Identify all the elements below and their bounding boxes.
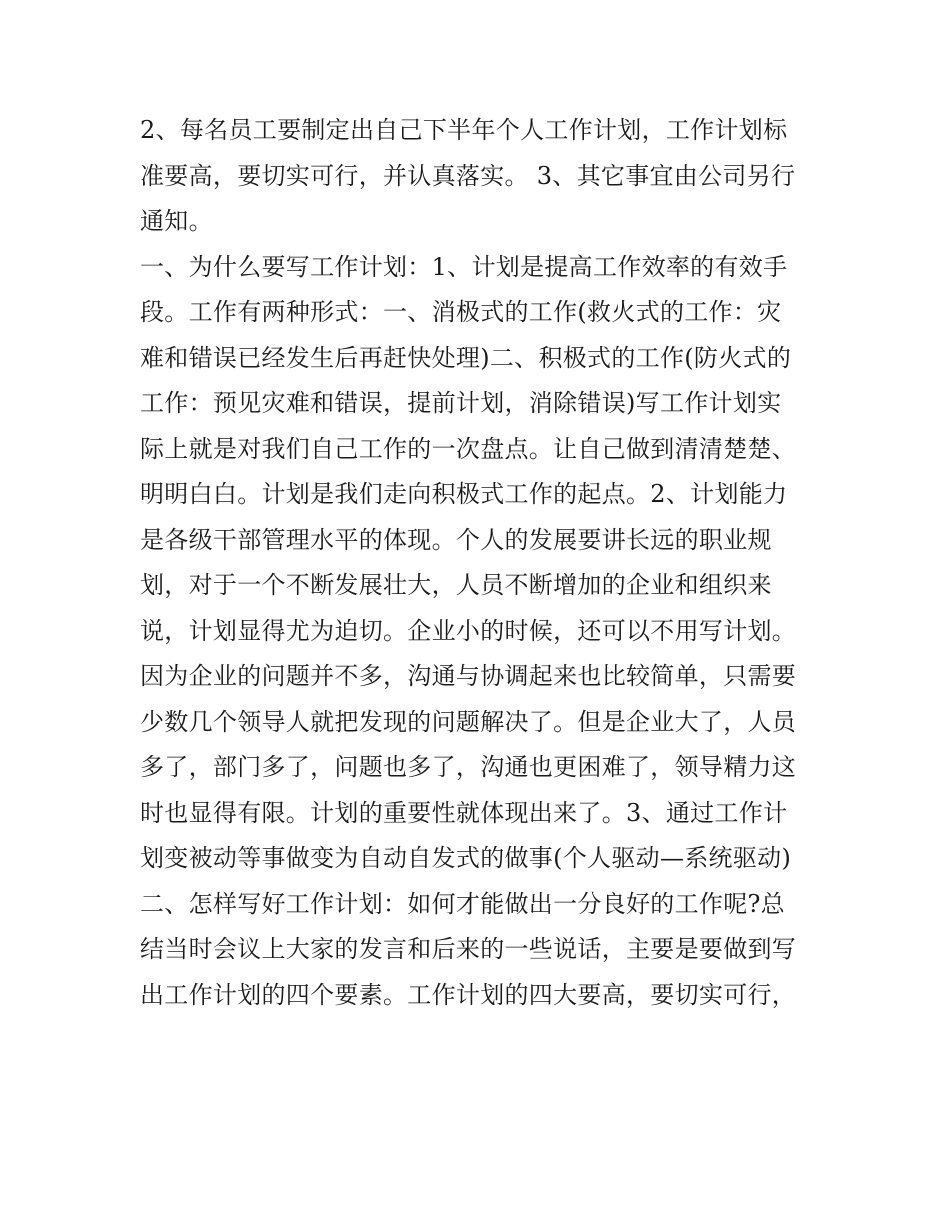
text-line: 多了，部门多了，问题也多了，沟通也更困难了，领导精力这 (140, 753, 797, 781)
text-line: 出工作计划的四个要素。工作计划的四大要高，要切实可行， (140, 980, 797, 1009)
text-line: 准要高，要切实可行，并认真落实。 3、其它事宜由公司另行 (140, 161, 796, 190)
text-line: 难和错误已经发生后再赶快处理)二、积极式的工作(防火式的 (140, 343, 792, 372)
text-line: 段。工作有两种形式：一、消极式的工作(救火式的工作：灾 (140, 298, 782, 326)
text-line: 结当时会议上大家的发言和后来的一些说话，主要是要做到写 (140, 935, 797, 963)
text-line: 划，对于一个不断发展壮大，人员不断增加的企业和组织来 (140, 571, 772, 599)
text-line: 说，计划显得尤为迫切。企业小的时候，还可以不用写计划。 (140, 616, 797, 645)
text-line: 明明白白。计划是我们走向积极式工作的起点。2、计划能力 (140, 480, 788, 508)
text-line: 少数几个领导人就把发现的问题解决了。但是企业大了，人员 (140, 707, 797, 736)
text-line: 因为企业的问题并不多，沟通与协调起来也比较简单，只需要 (140, 662, 797, 690)
text-line: 通知。 (140, 207, 213, 235)
text-line: 是各级干部管理水平的体现。个人的发展要讲长远的职业规 (140, 525, 772, 554)
text-line: 工作：预见灾难和错误，提前计划，消除错误)写工作计划实 (140, 389, 782, 417)
text-line: 时也显得有限。计划的重要性就体现出来了。3、通过工作计 (140, 798, 788, 827)
text-line: 一、为什么要写工作计划：1、计划是提高工作效率的有效手 (140, 252, 788, 281)
document-body (140, 108, 820, 1018)
text-line: 二、怎样写好工作计划：如何才能做出一分良好的工作呢?总 (140, 889, 785, 918)
text-line: 2、每名员工要制定出自己下半年个人工作计划，工作计划标 (140, 116, 788, 144)
text-line: 际上就是对我们自己工作的一次盘点。让自己做到清清楚楚、 (140, 434, 797, 463)
text-line: 划变被动等事做变为自动自发式的做事(个人驱动—系统驱动) (140, 844, 792, 872)
